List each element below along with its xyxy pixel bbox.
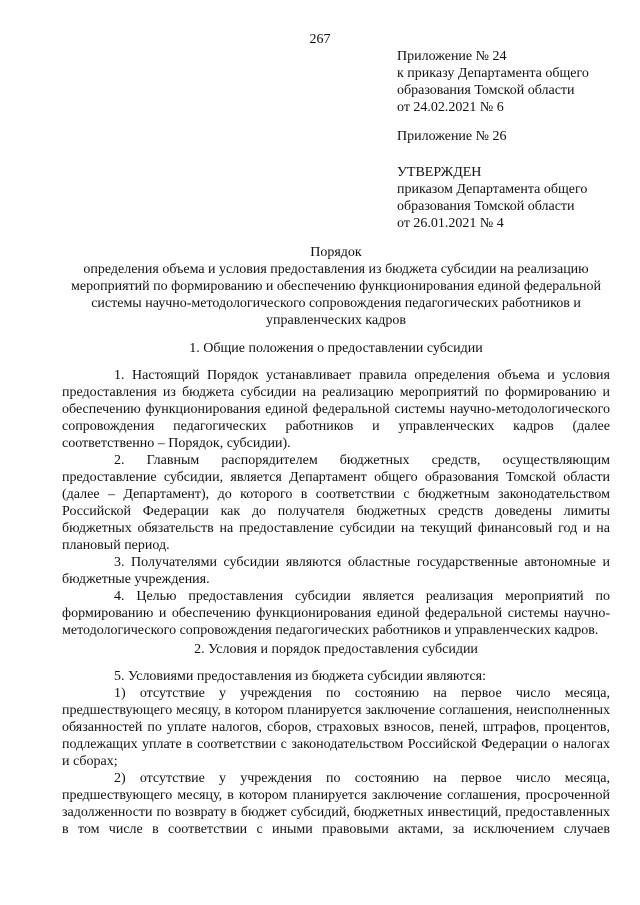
approved-line: приказом Департамента общего xyxy=(397,182,588,197)
appendix-24-line: к приказу Департамента общего xyxy=(397,66,589,81)
appendix-24-line: Приложение № 24 xyxy=(397,49,507,64)
section-1-heading: 1. Общие положения о предоставлении субсидии xyxy=(189,341,483,356)
section-2-body xyxy=(62,668,610,838)
paragraph: 3. Получателями субсидии являются областные государственные автономные и бюджетные учреждения. xyxy=(62,555,610,587)
title-line: определения объема и условия предоставления из бюджета субсидии на реализацию xyxy=(83,262,589,277)
appendix-24-line: образования Томской области xyxy=(397,83,575,98)
title-line: управленческих кадров xyxy=(266,313,406,328)
paragraph: 5. Условиями предоставления из бюджета субсидии являются: xyxy=(114,669,486,684)
document-title xyxy=(62,244,610,329)
page-number: 267 xyxy=(309,32,331,47)
paragraph: 1. Настоящий Порядок устанавливает правила определения объема и условия предоставления из бюджета субсидии на реализацию мероприятий по формированию и обеспечению функционирования единой федеральной системы научно-методологического сопровождения педагогических работников и управленческих кадров (далее соответственно – Порядок, субсидии). xyxy=(62,368,610,451)
paragraph: 2. Главным распорядителем бюджетных средств, осуществляющим предоставление субсидии, является Департамент общего образования Томской области (далее – Департамент), до которого в соответствии с бюджетным законодательством Российской Федерации как до получателя бюджетных средств доведены лимиты бюджетных обязательств на предоставление субсидии на текущий финансовый год и на плановый период. xyxy=(62,453,610,553)
appendix-26-label: Приложение № 26 xyxy=(397,129,507,144)
approved-line: УТВЕРЖДЕН xyxy=(397,165,482,180)
title-line: мероприятий по формированию и обеспечению функционирования единой федеральной xyxy=(71,279,601,294)
approved-line: от 26.01.2021 № 4 xyxy=(397,216,504,231)
approved-block xyxy=(397,164,627,232)
title-heading: Порядок xyxy=(310,245,362,260)
section-1-body xyxy=(62,367,610,639)
appendix-24-block xyxy=(397,48,627,116)
appendix-24-line: от 24.02.2021 № 6 xyxy=(397,100,504,115)
paragraph: 4. Целью предоставления субсидии является реализация мероприятий по формированию и обеспечению функционирования единой федеральной системы научно-методологического сопровождения педагогических работников и управленческих кадров. xyxy=(62,589,610,638)
title-line: системы научно-методологического сопровождения педагогических работников и xyxy=(91,296,581,311)
section-2-heading: 2. Условия и порядок предоставления субсидии xyxy=(194,642,478,657)
approved-line: образования Томской области xyxy=(397,199,575,214)
appendix-26-block xyxy=(397,128,627,145)
paragraph: 1) отсутствие у учреждения по состоянию на первое число месяца, предшествующего месяцу, в котором планируется заключение соглашения, неисполненных обязанностей по уплате налогов, сборов, страховых взносов, пеней, штрафов, процентов, подлежащих уплате в соответствии с законодательством Российской Федерации о налогах и сборах; xyxy=(62,686,610,769)
paragraph: 2) отсутствие у учреждения по состоянию на первое число месяца, предшествующего месяцу, в котором планируется заключение соглашения, просроченной задолженности по возврату в бюджет субсидий, бюджетных инвестиций, предоставленных в том числе в соответствии с иными правовыми актами, за исключением случаев xyxy=(62,771,610,837)
